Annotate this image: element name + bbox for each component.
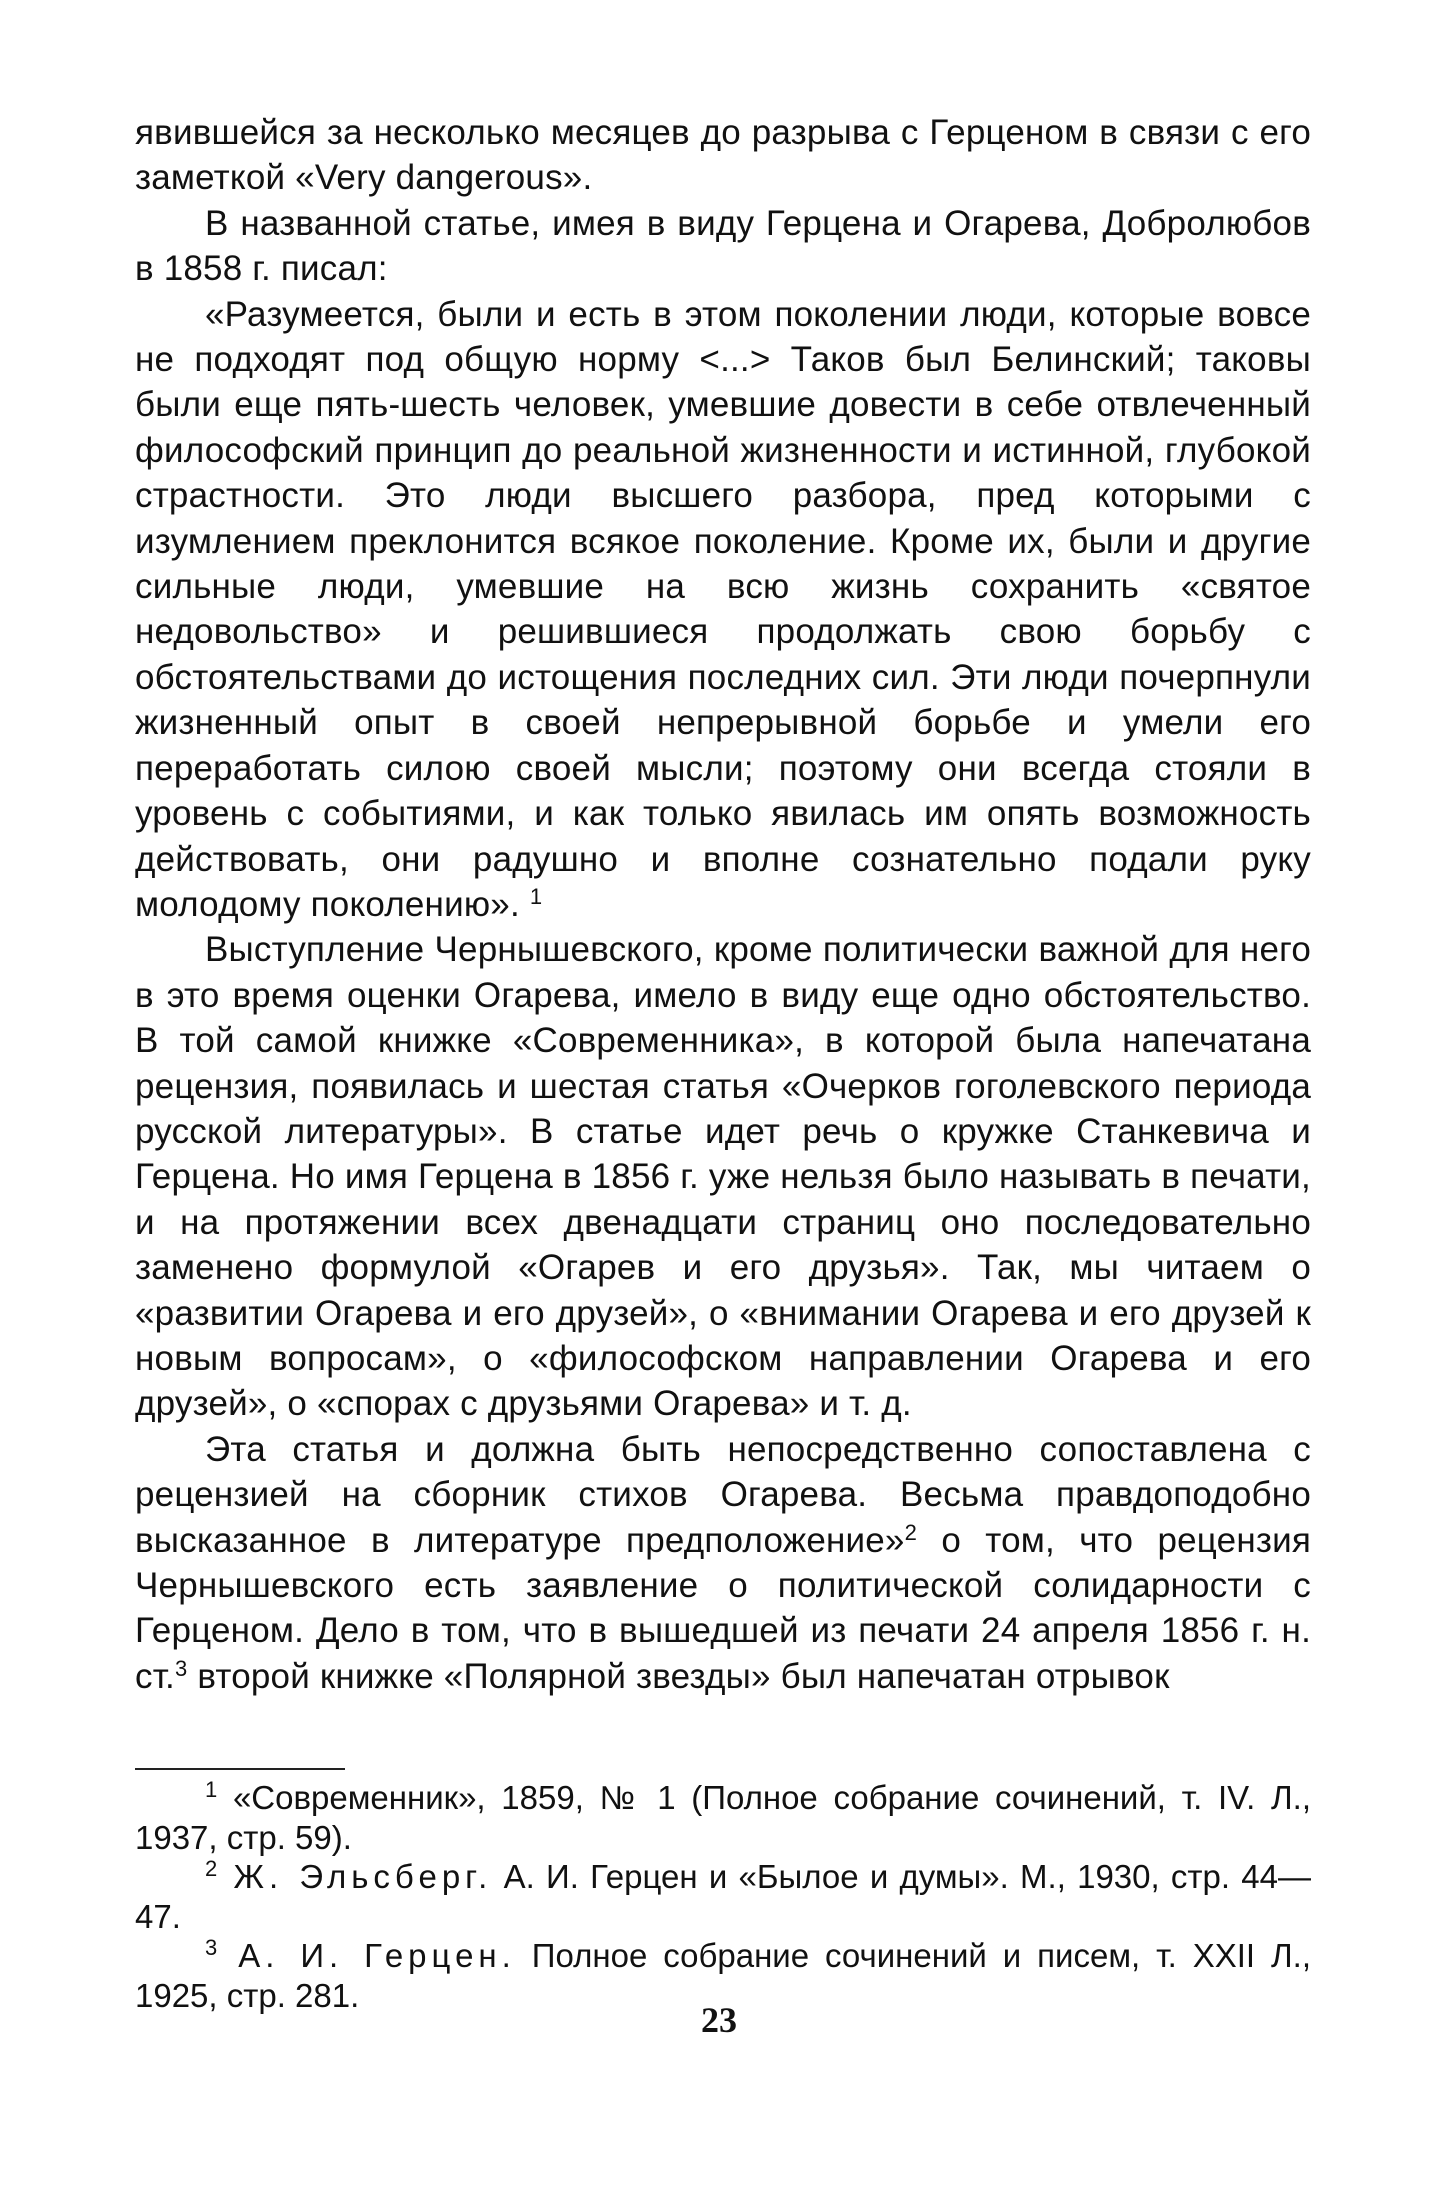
paragraph-5-part-1: Эта статья и должна быть непосредственно сопоставлена с рецензией на сборник стихов Огарева. Весьма правдоподобно высказанное в литературе предположение» xyxy=(135,1429,1311,1560)
footnote-3-text: Полное собрание сочинений и писем, т. XXII Л., 1925, стр. 281. xyxy=(135,1937,1311,2014)
footnote-3-mark: 3 xyxy=(205,1935,218,1960)
footnote-2-mark: 2 xyxy=(205,1856,218,1881)
page-number: 23 xyxy=(701,2000,737,2040)
footnote-1 xyxy=(135,1778,1311,1857)
footnote-3-author: А. И. Герцен. xyxy=(217,1937,516,1974)
paragraph-5-part-2: о том, что рецензия Чернышевского есть заявление о политической солидарности с Герценом. Дело в том, что в вышедшей из печати 24 апреля 1856 г. н. ст. xyxy=(135,1520,1311,1696)
paragraph-5 xyxy=(135,1427,1311,1699)
footnote-2-text: А. И. Герцен и «Былое и думы». М., 1930, стр. 44—47. xyxy=(135,1858,1311,1935)
paragraph-2: В названной статье, имея в виду Герцена и Огарева, Добролюбов в 1858 г. писал: xyxy=(135,203,1311,289)
main-text xyxy=(135,110,1311,1699)
footnote-2-author: Ж. Эльсберг. xyxy=(217,1858,493,1895)
paragraph-1: явившейся за несколько месяцев до разрыва с Герценом в связи с его заметкой «Very dangerous». xyxy=(135,113,1311,198)
footnotes xyxy=(135,1778,1311,2015)
footnote-1-mark: 1 xyxy=(205,1777,218,1802)
paragraph-3-quote xyxy=(135,292,1311,928)
footnote-1-text: «Современник», 1859, № 1 (Полное собрание сочинений, т. IV. Л., 1937, стр. 59). xyxy=(135,1779,1311,1856)
footnote-2 xyxy=(135,1857,1311,1936)
footnote-ref-2[interactable]: 2 xyxy=(904,1519,918,1545)
paragraph-4: Выступление Чернышевского, кроме политически важной для него в это время оценки Огарева, имело в виду еще одно обстоятельство. В той самой книжке «Современника», в которой была напечатана рецензия, появилась и шестая статья «Очерков гоголевского периода русской литературы». В статье идет речь о кружке Станкевича и Герцена. Но имя Герцена в 1856 г. уже нельзя было называть в печати, и на протяжении всех двенадцати страниц оно последовательно заменено формулой «Огарев и его друзья». Так, мы читаем о «развитии Огарева и его друзей», о «внимании Огарева и его друзей к новым вопросам», о «философском направлении Огарева и его друзей», о «спорах с друзьями Огарева» и т. д. xyxy=(135,930,1311,1424)
footnote-ref-3[interactable]: 3 xyxy=(174,1655,188,1681)
footnote-ref-1[interactable]: 1 xyxy=(529,883,543,909)
quote-text: «Разумеется, были и есть в этом поколении люди, которые вовсе не подходят под общую норму <...> Таков был Белинский; таковы были еще пять-шесть человек, умевшие довести в себе отвлеченный философский принцип до реальной жизненности и истинной, глубокой страстности. Это люди высшего разбора, пред которыми с изумлением преклонится всякое поколение. Кроме их, были и другие сильные люди, умевшие на всю жизнь сохранить «святое недовольство» и решившиеся продолжать свою борьбу с обстоятельствами до истощения последних сил. Эти люди почерпнули жизненный опыт в своей непрерывной борьбе и умели его переработать силою своей мысли; поэтому они всегда стояли в уровень с событиями, и как только явилась им опять возможность действовать, они радушно и вполне сознательно подали руку молодому поколению». xyxy=(135,294,1311,924)
paragraph-5-part-3: второй книжке «Полярной звезды» был напечатан отрывок xyxy=(187,1656,1170,1696)
footnote-divider xyxy=(135,1768,345,1770)
